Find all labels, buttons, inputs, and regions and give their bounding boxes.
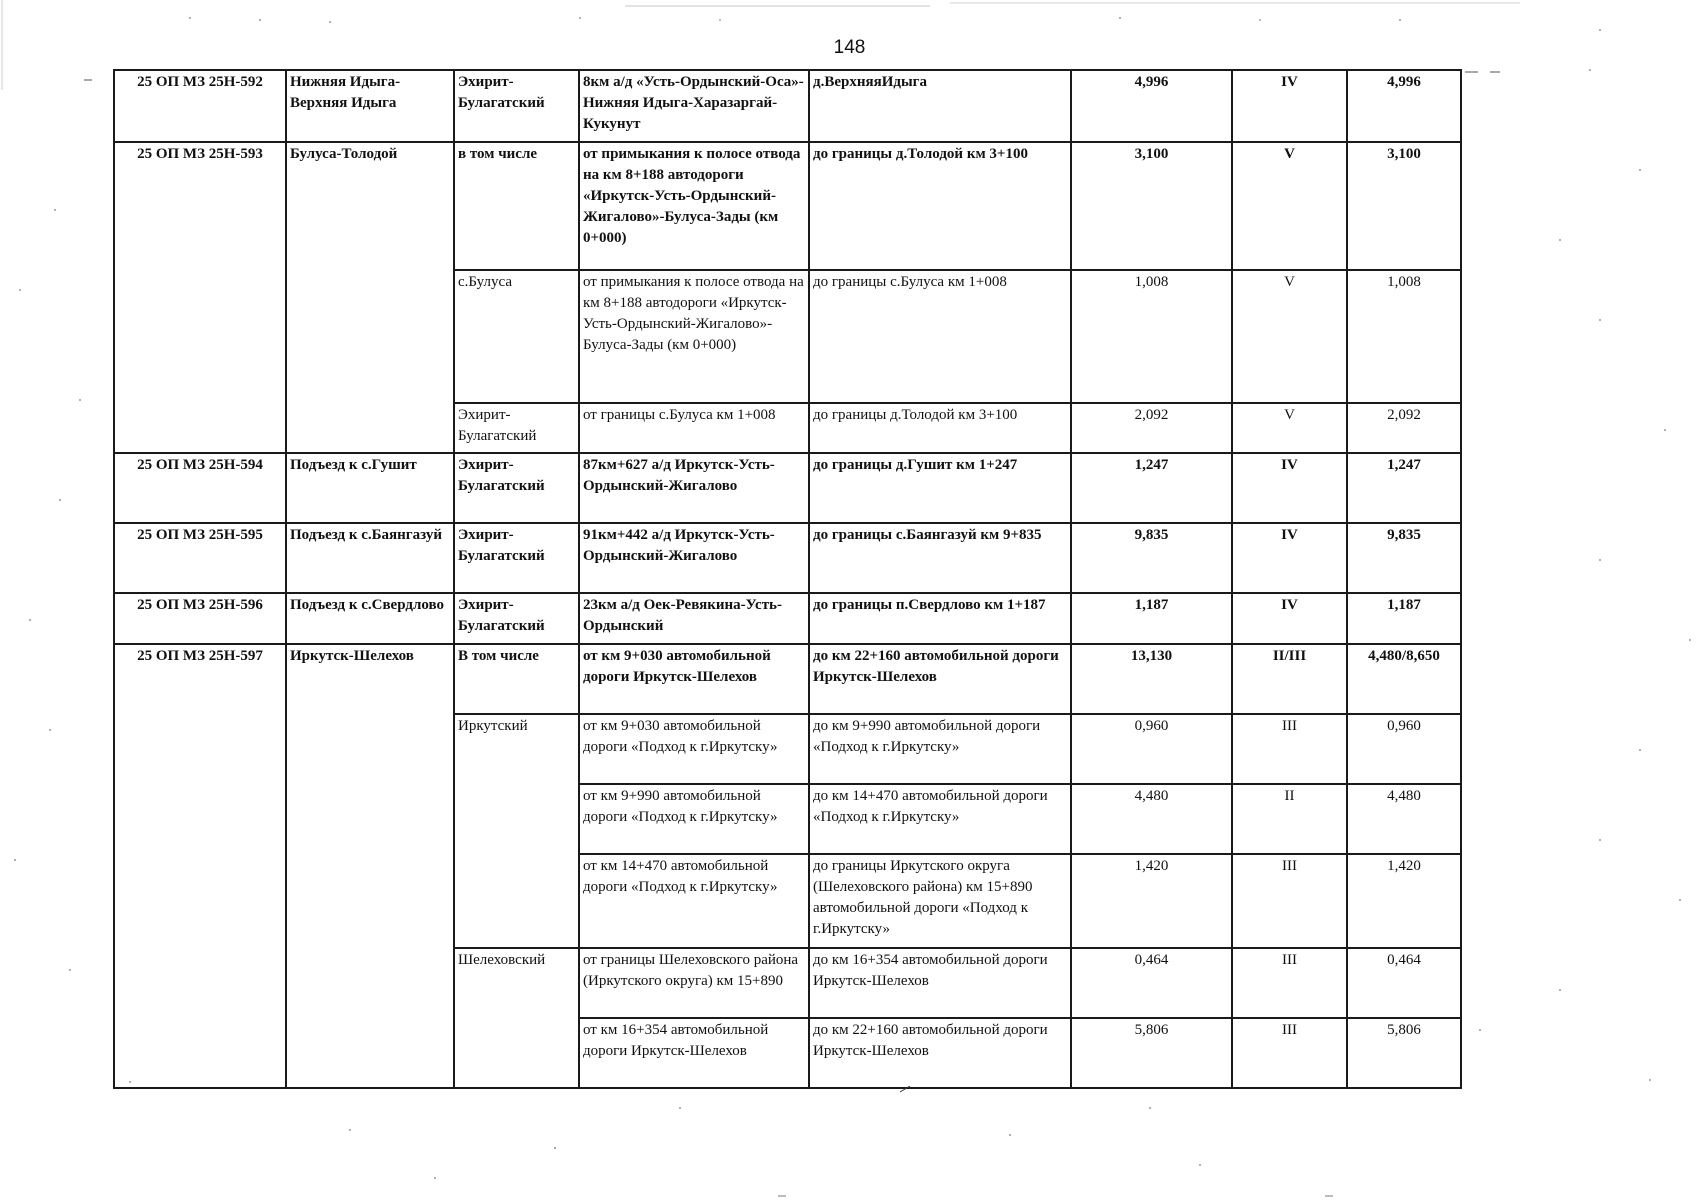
road-name: Иркутск-Шелехов xyxy=(286,644,454,1088)
road-length-2: 0,960 xyxy=(1347,714,1461,784)
road-length-2: 9,835 xyxy=(1347,523,1461,593)
road-from: 91км+442 а/д Иркутск-Усть-Ордынский-Жигалово xyxy=(579,523,809,593)
road-category: IV xyxy=(1232,70,1347,142)
road-length: 3,100 xyxy=(1071,142,1232,270)
road-length: 0,960 xyxy=(1071,714,1232,784)
road-area: Эхирит-Булагатский xyxy=(454,70,579,142)
road-length-2: 1,187 xyxy=(1347,593,1461,644)
road-to: до км 22+160 автомобильной дороги Иркутск-Шелехов xyxy=(809,1018,1071,1088)
road-from: от км 9+990 автомобильной дороги «Подход к г.Иркутску» xyxy=(579,784,809,854)
road-to: до границы с.Баянгазуй км 9+835 xyxy=(809,523,1071,593)
road-category: II xyxy=(1232,784,1347,854)
road-area: Шелеховский xyxy=(454,948,579,1088)
road-name: Подъезд к с.Баянгазуй xyxy=(286,523,454,593)
road-category: III xyxy=(1232,948,1347,1018)
road-from: от примыкания к полосе отвода на км 8+188 автодороги «Иркутск-Усть-Ордынский-Жигалово»-Булуса-Зады (км 0+000) xyxy=(579,270,809,403)
road-category: III xyxy=(1232,1018,1347,1088)
road-length: 4,480 xyxy=(1071,784,1232,854)
road-from: от км 16+354 автомобильной дороги Иркутск-Шелехов xyxy=(579,1018,809,1088)
road-area: в том числе xyxy=(454,142,579,270)
road-category: II/III xyxy=(1232,644,1347,714)
road-from: от границы с.Булуса км 1+008 xyxy=(579,403,809,453)
road-name: Булуса-Толодой xyxy=(286,142,454,453)
road-length-2: 5,806 xyxy=(1347,1018,1461,1088)
road-category: V xyxy=(1232,403,1347,453)
road-length: 5,806 xyxy=(1071,1018,1232,1088)
road-length-2: 4,996 xyxy=(1347,70,1461,142)
road-length: 1,247 xyxy=(1071,453,1232,523)
road-area: Эхирит-Булагатский xyxy=(454,453,579,523)
road-to: до границы д.Толодой км 3+100 xyxy=(809,142,1071,270)
road-length-2: 3,100 xyxy=(1347,142,1461,270)
road-category: IV xyxy=(1232,523,1347,593)
road-length: 2,092 xyxy=(1071,403,1232,453)
road-area: Эхирит-Булагатский xyxy=(454,593,579,644)
road-category: III xyxy=(1232,714,1347,784)
road-name: Нижняя Идыга-Верхняя Идыга xyxy=(286,70,454,142)
page-number: 148 xyxy=(833,37,866,58)
road-length: 4,996 xyxy=(1071,70,1232,142)
road-area: В том числе xyxy=(454,644,579,714)
road-area: Эхирит-Булагатский xyxy=(454,403,579,453)
road-code: 25 ОП МЗ 25Н-595 xyxy=(114,523,286,593)
road-from: 87км+627 а/д Иркутск-Усть-Ордынский-Жигалово xyxy=(579,453,809,523)
road-to: до км 16+354 автомобильной дороги Иркутск-Шелехов xyxy=(809,948,1071,1018)
road-to: до км 22+160 автомобильной дороги Иркутск-Шелехов xyxy=(809,644,1071,714)
road-to: до границы Иркутского округа (Шелеховского района) км 15+890 автомобильной дороги «Подход к г.Иркутску» xyxy=(809,854,1071,948)
road-length-2: 2,092 xyxy=(1347,403,1461,453)
road-from: 23км а/д Оек-Ревякина-Усть-Ордынский xyxy=(579,593,809,644)
road-code: 25 ОП МЗ 25Н-594 xyxy=(114,453,286,523)
road-to: до границы д.Гушит км 1+247 xyxy=(809,453,1071,523)
road-length-2: 4,480/8,650 xyxy=(1347,644,1461,714)
road-code: 25 ОП МЗ 25Н-592 xyxy=(114,70,286,142)
road-length-2: 4,480 xyxy=(1347,784,1461,854)
road-name: Подъезд к с.Свердлово xyxy=(286,593,454,644)
road-name: Подъезд к с.Гушит xyxy=(286,453,454,523)
road-area: Эхирит-Булагатский xyxy=(454,523,579,593)
road-from: от км 9+030 автомобильной дороги «Подход к г.Иркутску» xyxy=(579,714,809,784)
road-length: 1,008 xyxy=(1071,270,1232,403)
road-to: д.ВерхняяИдыга xyxy=(809,70,1071,142)
road-length-2: 1,420 xyxy=(1347,854,1461,948)
road-from: от км 14+470 автомобильной дороги «Подход к г.Иркутску» xyxy=(579,854,809,948)
road-category: V xyxy=(1232,270,1347,403)
road-to: до границы п.Свердлово км 1+187 xyxy=(809,593,1071,644)
road-category: V xyxy=(1232,142,1347,270)
road-length: 0,464 xyxy=(1071,948,1232,1018)
road-length-2: 0,464 xyxy=(1347,948,1461,1018)
road-category: IV xyxy=(1232,593,1347,644)
road-area: с.Булуса xyxy=(454,270,579,403)
road-length: 1,187 xyxy=(1071,593,1232,644)
road-to: до км 14+470 автомобильной дороги «Подход к г.Иркутску» xyxy=(809,784,1071,854)
road-from: от примыкания к полосе отвода на км 8+188 автодороги «Иркутск-Усть-Ордынский-Жигалово»-Булуса-Зады (км 0+000) xyxy=(579,142,809,270)
road-length: 13,130 xyxy=(1071,644,1232,714)
road-from: 8км а/д «Усть-Ордынский-Оса»-Нижняя Идыга-Харазаргай-Кукунут xyxy=(579,70,809,142)
road-length: 1,420 xyxy=(1071,854,1232,948)
road-area: Иркутский xyxy=(454,714,579,948)
road-length-2: 1,008 xyxy=(1347,270,1461,403)
road-length-2: 1,247 xyxy=(1347,453,1461,523)
road-length: 9,835 xyxy=(1071,523,1232,593)
road-to: до границы с.Булуса км 1+008 xyxy=(809,270,1071,403)
road-from: от км 9+030 автомобильной дороги Иркутск-Шелехов xyxy=(579,644,809,714)
road-code: 25 ОП МЗ 25Н-597 xyxy=(114,644,286,1088)
road-to: до км 9+990 автомобильной дороги «Подход к г.Иркутску» xyxy=(809,714,1071,784)
road-category: IV xyxy=(1232,453,1347,523)
road-category: III xyxy=(1232,854,1347,948)
road-code: 25 ОП МЗ 25Н-593 xyxy=(114,142,286,453)
road-to: до границы д.Толодой км 3+100 xyxy=(809,403,1071,453)
road-from: от границы Шелеховского района (Иркутского округа) км 15+890 xyxy=(579,948,809,1018)
road-code: 25 ОП МЗ 25Н-596 xyxy=(114,593,286,644)
